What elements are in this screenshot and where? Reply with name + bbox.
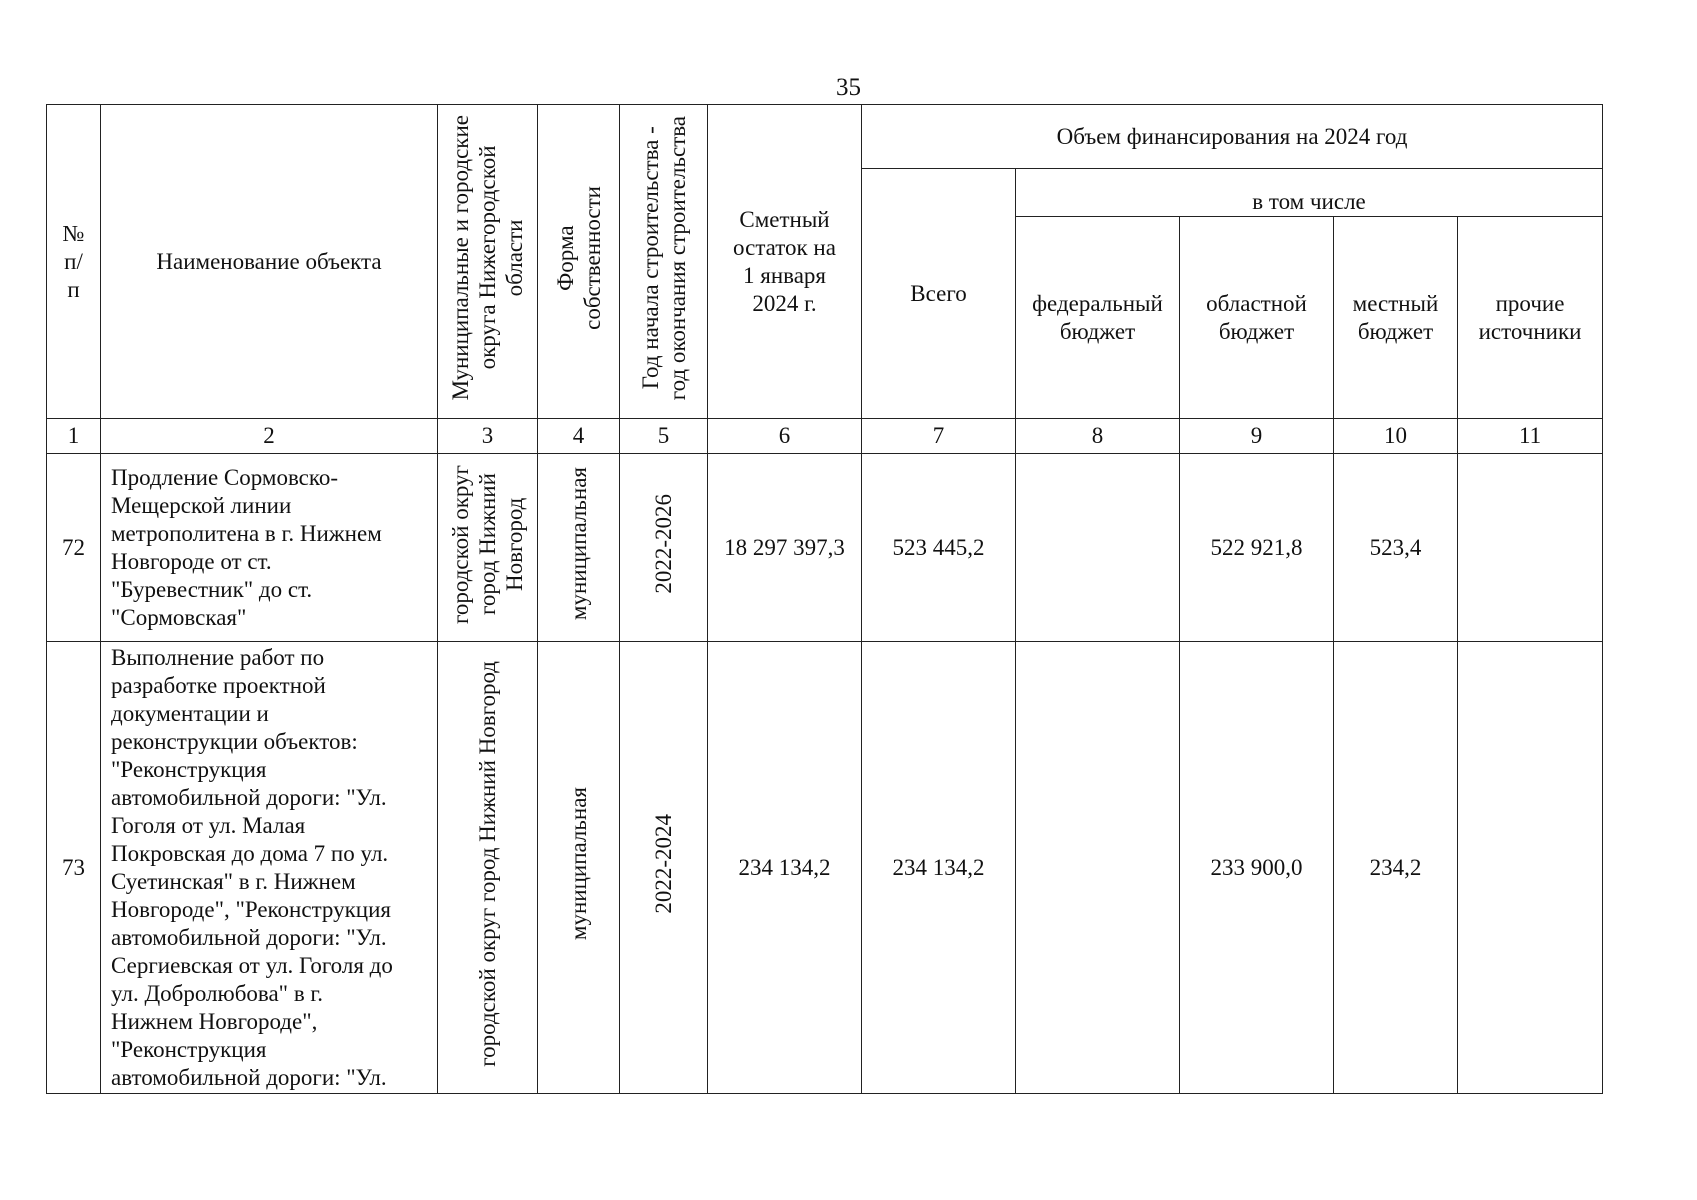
district-cell: [438, 454, 538, 642]
header-total: Всего: [862, 169, 1016, 419]
column-number: 11: [1458, 419, 1603, 454]
row-number: 73: [47, 642, 101, 1094]
estimate-balance: 234 134,2: [708, 642, 862, 1094]
years-cell: [620, 454, 708, 642]
header-number: № п/ п: [47, 105, 101, 419]
header-including-group: в том числе: [1016, 169, 1603, 217]
construction-years: 2022-2026: [651, 494, 676, 594]
header-district: Муниципальные и городские округа Нижегородской области: [438, 105, 538, 419]
total-funding: 234 134,2: [862, 642, 1016, 1094]
header-funding-group: Объем финансирования на 2024 год: [862, 105, 1603, 169]
header-object-name: Наименование объекта: [101, 105, 438, 419]
table-row: [47, 642, 1603, 1094]
header-construction-years: Год начала строительства - год окончания строительства: [620, 105, 708, 419]
column-number: 8: [1016, 419, 1180, 454]
estimate-balance: 18 297 397,3: [708, 454, 862, 642]
column-number: 3: [438, 419, 538, 454]
federal-budget: [1016, 454, 1180, 642]
header-row-1: [47, 105, 1603, 169]
column-number: 2: [101, 419, 438, 454]
row-number: 72: [47, 454, 101, 642]
column-number: 7: [862, 419, 1016, 454]
construction-years: 2022-2024: [651, 814, 676, 914]
column-number: 5: [620, 419, 708, 454]
local-budget: 523,4: [1334, 454, 1458, 642]
ownership-cell: [538, 454, 620, 642]
total-funding: 523 445,2: [862, 454, 1016, 642]
column-number-row: [47, 419, 1603, 454]
object-name: Выполнение работ по разработке проектной документации и реконструкции объектов: "Реконструкция автомобильной дороги: "Ул. Гоголя от ул. Малая Покровская до дома 7 по ул. Суетинская" в г. Нижнем Новгороде", "Реконструкция автомобильной дороги: "Ул. Сергиевская от ул. Гоголя до ул. Добролюбова" в г. Нижнем Новгороде", "Реконструкция автомобильной дороги: "Ул.: [101, 642, 438, 1094]
other-sources: [1458, 642, 1603, 1094]
column-number: 4: [538, 419, 620, 454]
column-number: 9: [1180, 419, 1334, 454]
column-number: 10: [1334, 419, 1458, 454]
ownership-cell: [538, 642, 620, 1094]
table-row: [47, 454, 1603, 642]
column-number: 1: [47, 419, 101, 454]
header-ownership: Форма собственности: [538, 105, 620, 419]
regional-budget: 233 900,0: [1180, 642, 1334, 1094]
ownership: муниципальная: [566, 787, 591, 941]
ownership: муниципальная: [566, 467, 591, 621]
local-budget: 234,2: [1334, 642, 1458, 1094]
financing-table: [46, 104, 1603, 1094]
header-regional-budget: областной бюджет: [1180, 217, 1334, 419]
regional-budget: 522 921,8: [1180, 454, 1334, 642]
district: городской округ город Нижний Новгород: [475, 661, 500, 1067]
page-number: 35: [836, 74, 861, 101]
federal-budget: [1016, 642, 1180, 1094]
header-other-sources: прочие источники: [1458, 217, 1603, 419]
years-cell: [620, 642, 708, 1094]
column-number: 6: [708, 419, 862, 454]
object-name: Продление Сормовско- Мещерской линии метрополитена в г. Нижнем Новгороде от ст. "Буревестник" до ст. "Сормовская": [101, 454, 438, 642]
other-sources: [1458, 454, 1603, 642]
district: городской округ город Нижний Новгород: [448, 464, 527, 624]
district-cell: [438, 642, 538, 1094]
header-federal-budget: федеральный бюджет: [1016, 217, 1180, 419]
header-estimate-balance: Сметный остаток на 1 января 2024 г.: [708, 105, 862, 419]
header-local-budget: местный бюджет: [1334, 217, 1458, 419]
